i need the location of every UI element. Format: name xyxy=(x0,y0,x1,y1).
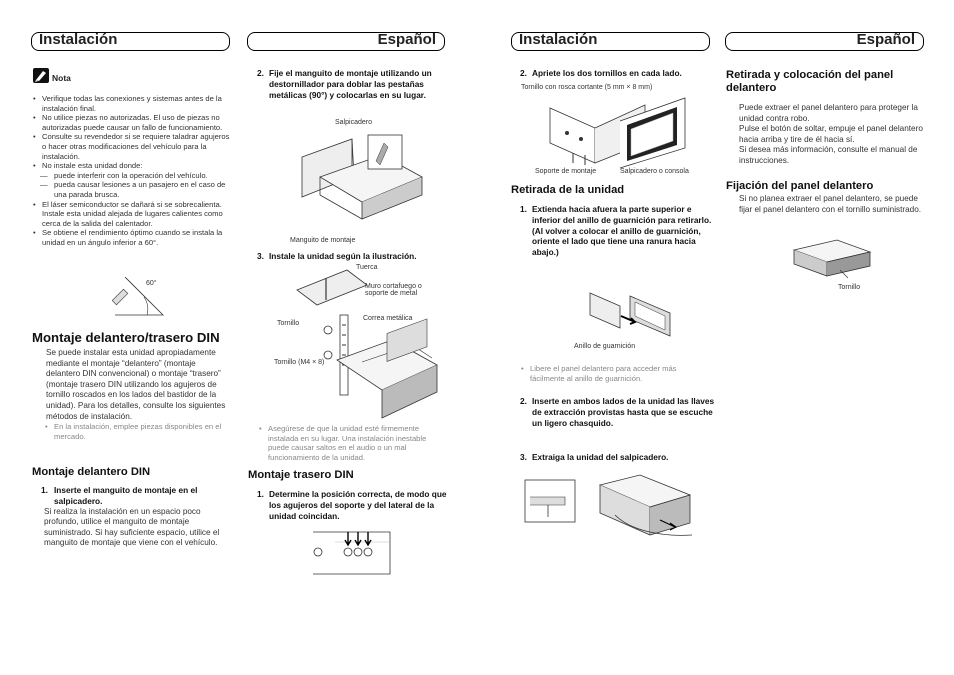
removal-step-1 xyxy=(520,204,722,258)
header-bar-right-install xyxy=(511,32,710,51)
figure-label-screw: Tornillo con rosca cortante (5 mm × 8 mm) xyxy=(521,84,653,91)
step-3 xyxy=(257,251,459,262)
step-number: 3. xyxy=(520,452,527,462)
list-item: • Asegúrese de que la unidad esté firmemente instalada en su lugar. Una instalación inestable puede causar saltos en el audio o un mal funcionamiento de la unidad. xyxy=(258,424,446,462)
figure-label-console: Salpicadero o consola xyxy=(620,168,689,175)
panel-body: Puede extraer el panel delantero para proteger la unidad contra robo. Pulse el botón de soltar, empuje el panel delantero hacia arriba y tire de él hacia sí. Si desea más información, consulte el manual de instrucciones. xyxy=(739,103,923,165)
front-rear-section xyxy=(32,330,232,441)
list-subitem: — puede interferir con la operación del vehículo. xyxy=(32,171,232,181)
step-text: Apriete los dos tornillos en cada lado. xyxy=(532,68,682,78)
step-number: 2. xyxy=(520,68,527,78)
rear-step-1 xyxy=(257,489,459,521)
step-number: 1. xyxy=(520,204,527,214)
header-title: Instalación xyxy=(39,31,118,48)
trim-ring-illustration xyxy=(585,288,685,338)
step-text: Determine la posición correcta, de modo que los agujeros del soporte y del lateral de la unidad coincidan. xyxy=(269,489,447,521)
step-number: 2. xyxy=(520,396,527,406)
list-item: • Se obtiene el rendimiento óptimo cuando se instala la unidad en un ángulo inferior a 60°. xyxy=(32,228,232,247)
step-body: Si realiza la instalación en un espacio poco profundo, utilice el manguito de montaje suministrado. Si hay suficiente espacio, utilice el manguito de montaje que viene con el vehículo. xyxy=(44,506,220,548)
front-panel-illustration xyxy=(792,240,872,280)
col3-bullets xyxy=(520,364,708,383)
step-number: 2. xyxy=(257,68,264,78)
figure-label-firewall: Muro cortafuego o soporte de metal xyxy=(365,283,422,297)
figure-label-screw-m4: Tornillo (M4 × 8) xyxy=(274,359,325,366)
install-step-2 xyxy=(520,68,722,79)
section-bullets xyxy=(32,422,232,441)
step-text: Extienda hacia afuera la parte superior e inferior del anillo de guarnición para retirarlo. (Al volver a colocar el anillo de guarnición, oriente el lado que tiene una ranura hacia abajo.) xyxy=(532,204,712,258)
note-label: Nota xyxy=(52,73,71,83)
note-block xyxy=(32,68,232,248)
figure-label-nut: Tuerca xyxy=(356,264,378,271)
header-language: Español xyxy=(377,31,436,48)
removal-step-2 xyxy=(520,396,722,428)
step-number: 1. xyxy=(257,489,264,499)
header-language: Español xyxy=(856,31,915,48)
step-number: 3. xyxy=(257,251,264,261)
removal-step-3 xyxy=(520,452,722,463)
list-subitem: — pueda causar lesiones a un pasajero en el caso de una parada brusca. xyxy=(32,180,232,199)
angle-diagram xyxy=(105,275,185,325)
step-2 xyxy=(257,68,459,100)
header-bar-left-lang xyxy=(247,32,445,51)
step-text: Instale la unidad según la ilustración. xyxy=(269,251,417,261)
figure-label-screw: Tornillo xyxy=(277,320,300,327)
section-title-panel: Retirada y colocación del panel delantero xyxy=(726,69,894,94)
figure-label-ring: Anillo de guarnición xyxy=(574,343,636,350)
note-list-2 xyxy=(32,200,232,248)
section-title-rear: Montaje trasero DIN xyxy=(248,469,354,481)
section-title-fix: Fijación del panel delantero xyxy=(726,180,874,192)
step-text: Fije el manguito de montaje utilizando un destornillador para doblar las pestañas metálicas (90°) y colocarlas en su lugar. xyxy=(269,68,432,100)
figure-label-bracket: Soporte de montaje xyxy=(535,168,597,175)
figure-label-dashboard: Salpicadero xyxy=(335,119,372,126)
section-title: Montaje delantero/trasero DIN xyxy=(32,330,220,345)
list-item: • Consulte su revendedor si se requiere taladrar agujeros o hacer otras modificaciones del vehículo para la instalación. xyxy=(32,132,232,161)
step-text: Extraiga la unidad del salpicadero. xyxy=(532,452,669,462)
section-body: Se puede instalar esta unidad apropiadamente mediante el montaje “delantero” (montaje delantero DIN convencional) o montaje “trasero” (montaje trasero DIN utilizando los agujeros de tornillo roscados en los lados del bastidor de la unidad). Para los detalles, consulte los siguientes métodos de instalación. xyxy=(46,348,226,421)
header-bar-left-install xyxy=(31,32,230,51)
list-item: • No instale esta unidad donde: xyxy=(32,161,232,171)
rear-mount-illustration xyxy=(305,530,405,575)
step-text: Inserte el manguito de montaje en el salpicadero. xyxy=(54,485,198,506)
bracket-illustration xyxy=(545,93,695,168)
list-item: • El láser semiconductor se dañará si se sobrecalienta. Instale esta unidad alejada de lugares calientes como cerca de la salida del calentador. xyxy=(32,200,232,229)
sleeve-illustration xyxy=(292,127,432,237)
step-text: Inserte en ambos lados de la unidad las llaves de extracción provistas hasta que se escuche un ligero chasquido. xyxy=(532,396,715,428)
front-din-section xyxy=(32,466,232,549)
angle-label: 60° xyxy=(146,280,157,287)
section-title: Montaje delantero DIN xyxy=(32,466,151,478)
figure-label-sleeve: Manguito de montaje xyxy=(290,237,356,244)
header-bar-right-lang xyxy=(725,32,924,51)
figure-label-screw: Tornillo xyxy=(838,284,861,291)
extraction-illustration xyxy=(520,475,695,547)
section-title-removal: Retirada de la unidad xyxy=(511,184,625,196)
col2-bullets xyxy=(258,424,446,462)
step-1 xyxy=(32,485,232,507)
list-item: • En la instalación, emplee piezas disponibles en el mercado. xyxy=(44,422,232,441)
list-item: • Verifique todas las conexiones y sistemas antes de la instalación final. xyxy=(32,94,232,113)
list-item: • No utilice piezas no autorizadas. El uso de piezas no autorizadas puede causar un fallo de funcionamiento. xyxy=(32,113,232,132)
fix-body: Si no planea extraer el panel delantero, se puede fijar el panel delantero con el tornillo suministrado. xyxy=(739,194,922,214)
note-heading xyxy=(32,68,232,86)
note-list xyxy=(32,94,232,171)
step-number: 1. xyxy=(41,485,48,495)
figure-label-strap: Correa metálica xyxy=(363,315,413,322)
list-item: • Libere el panel delantero para acceder más fácilmente al anillo de guarnición. xyxy=(520,364,708,383)
note-icon xyxy=(33,68,49,83)
header-title: Instalación xyxy=(519,31,598,48)
